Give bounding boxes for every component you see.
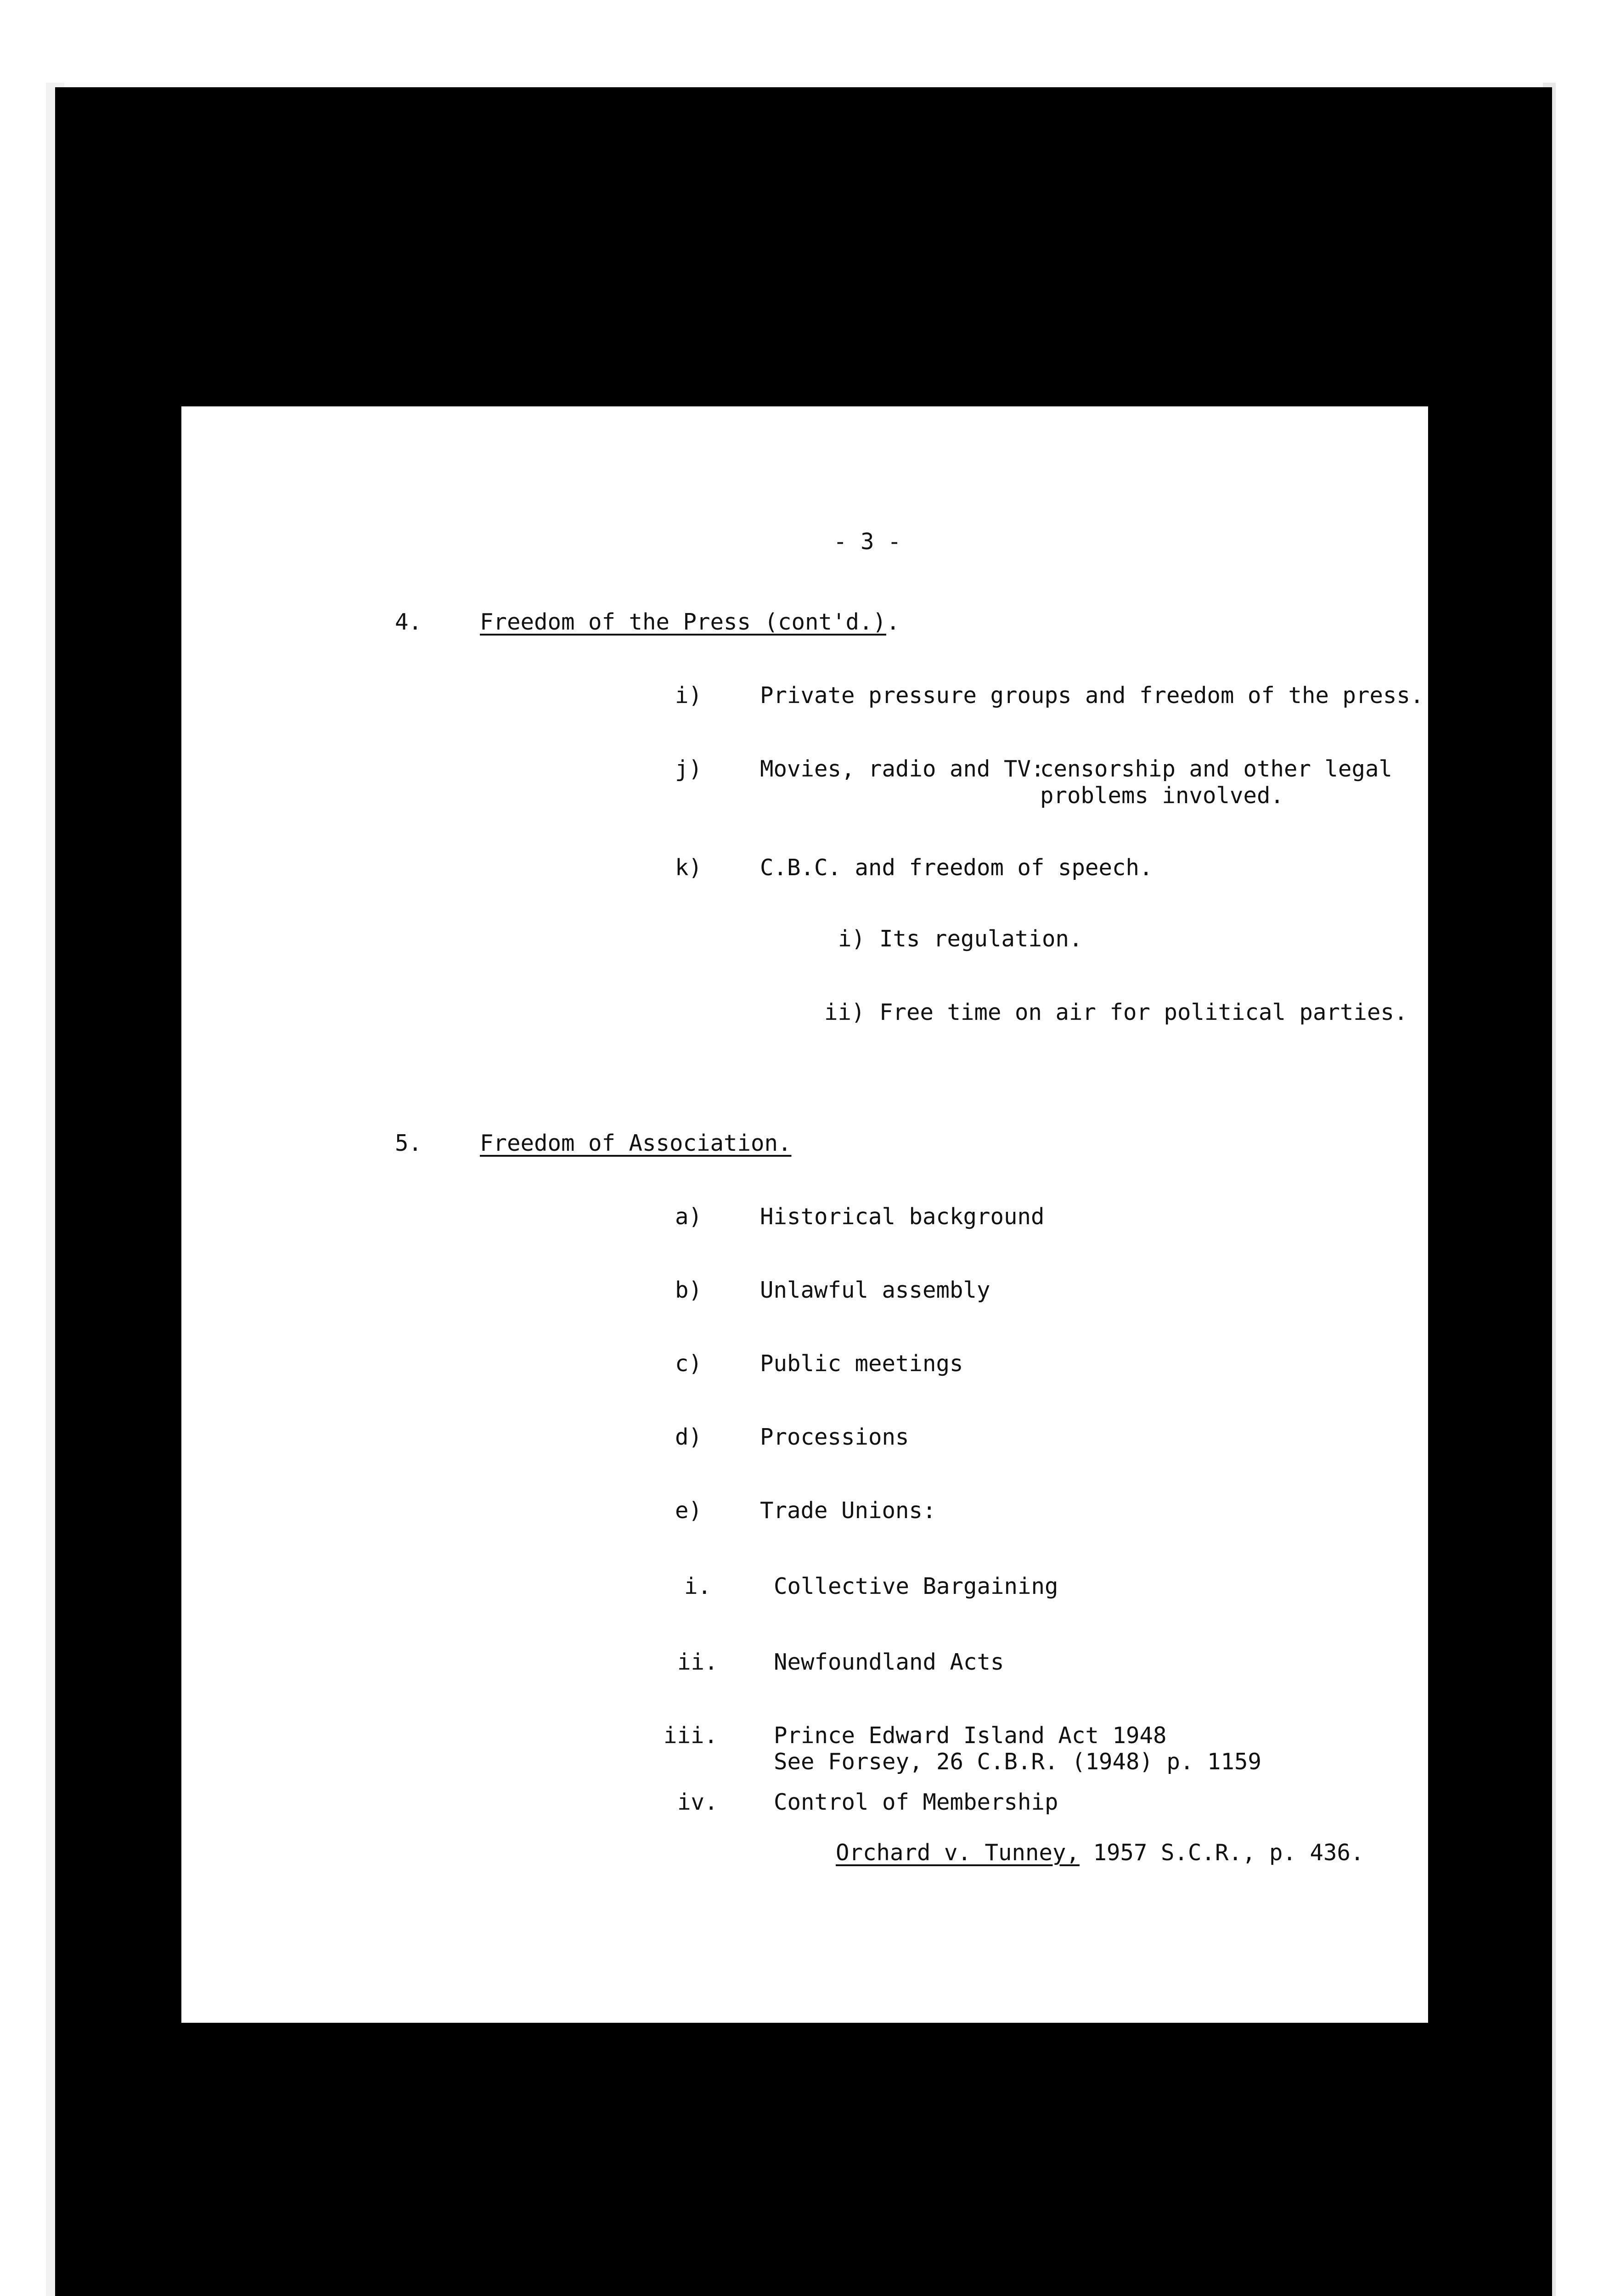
list-item-label: e)	[675, 1497, 703, 1524]
sub-item-text: Collective Bargaining	[774, 1573, 1058, 1599]
list-item-text: Historical background	[760, 1204, 1045, 1230]
section-heading	[480, 1130, 792, 1157]
section-title: Freedom of Association.	[480, 1130, 792, 1156]
sub-item-text: Control of Membership	[774, 1789, 1058, 1815]
list-item-text: Public meetings	[760, 1351, 963, 1377]
list-item-label: b)	[675, 1277, 703, 1303]
list-item-text: Private pressure groups and freedom of the press.	[760, 682, 1424, 709]
sub-item-text: Free time on air for political parties.	[879, 999, 1408, 1025]
sub-item-text: Newfoundland Acts	[774, 1649, 1004, 1675]
case-name: Orchard v. Tunney,	[836, 1840, 1080, 1866]
list-item-label: j)	[675, 756, 703, 782]
list-item-label: k)	[675, 855, 703, 881]
document-page	[181, 406, 1428, 2023]
list-item-text: Trade Unions:	[760, 1497, 936, 1524]
list-item-text: Processions	[760, 1424, 909, 1450]
sub-item-label: ii.	[677, 1649, 718, 1675]
case-citation	[836, 1839, 1364, 1867]
page-number: - 3 -	[833, 529, 901, 555]
sub-item-label: i)	[838, 926, 866, 952]
sub-item-text-cont: See Forsey, 26 C.B.R. (1948) p. 1159	[774, 1749, 1262, 1775]
section-heading	[480, 608, 900, 636]
sub-item-label: ii)	[824, 999, 865, 1025]
case-reference: 1957 S.C.R., p. 436.	[1080, 1840, 1364, 1866]
list-item-text: Unlawful assembly	[760, 1277, 990, 1303]
list-item-label: d)	[675, 1424, 703, 1450]
sub-item-label: iii.	[664, 1722, 718, 1749]
list-item-text-cont: censorship and other legal	[1040, 756, 1393, 782]
list-item-label: a)	[675, 1204, 703, 1230]
section-number: 4.	[395, 609, 422, 635]
list-item-label: c)	[675, 1351, 703, 1377]
sub-item-text: Its regulation.	[879, 926, 1083, 952]
section-title-end: .	[886, 609, 900, 635]
list-item-text-cont: problems involved.	[1040, 782, 1284, 809]
sub-item-label: i.	[684, 1573, 712, 1599]
list-item-text: Movies, radio and TV:	[760, 756, 1045, 782]
list-item-label: i)	[675, 682, 703, 709]
list-item-text: C.B.C. and freedom of speech.	[760, 855, 1153, 881]
section-title: Freedom of the Press (cont'd.)	[480, 609, 887, 635]
sub-item-label: iv.	[677, 1789, 718, 1815]
section-number: 5.	[395, 1130, 422, 1156]
sub-item-text: Prince Edward Island Act 1948	[774, 1722, 1167, 1749]
